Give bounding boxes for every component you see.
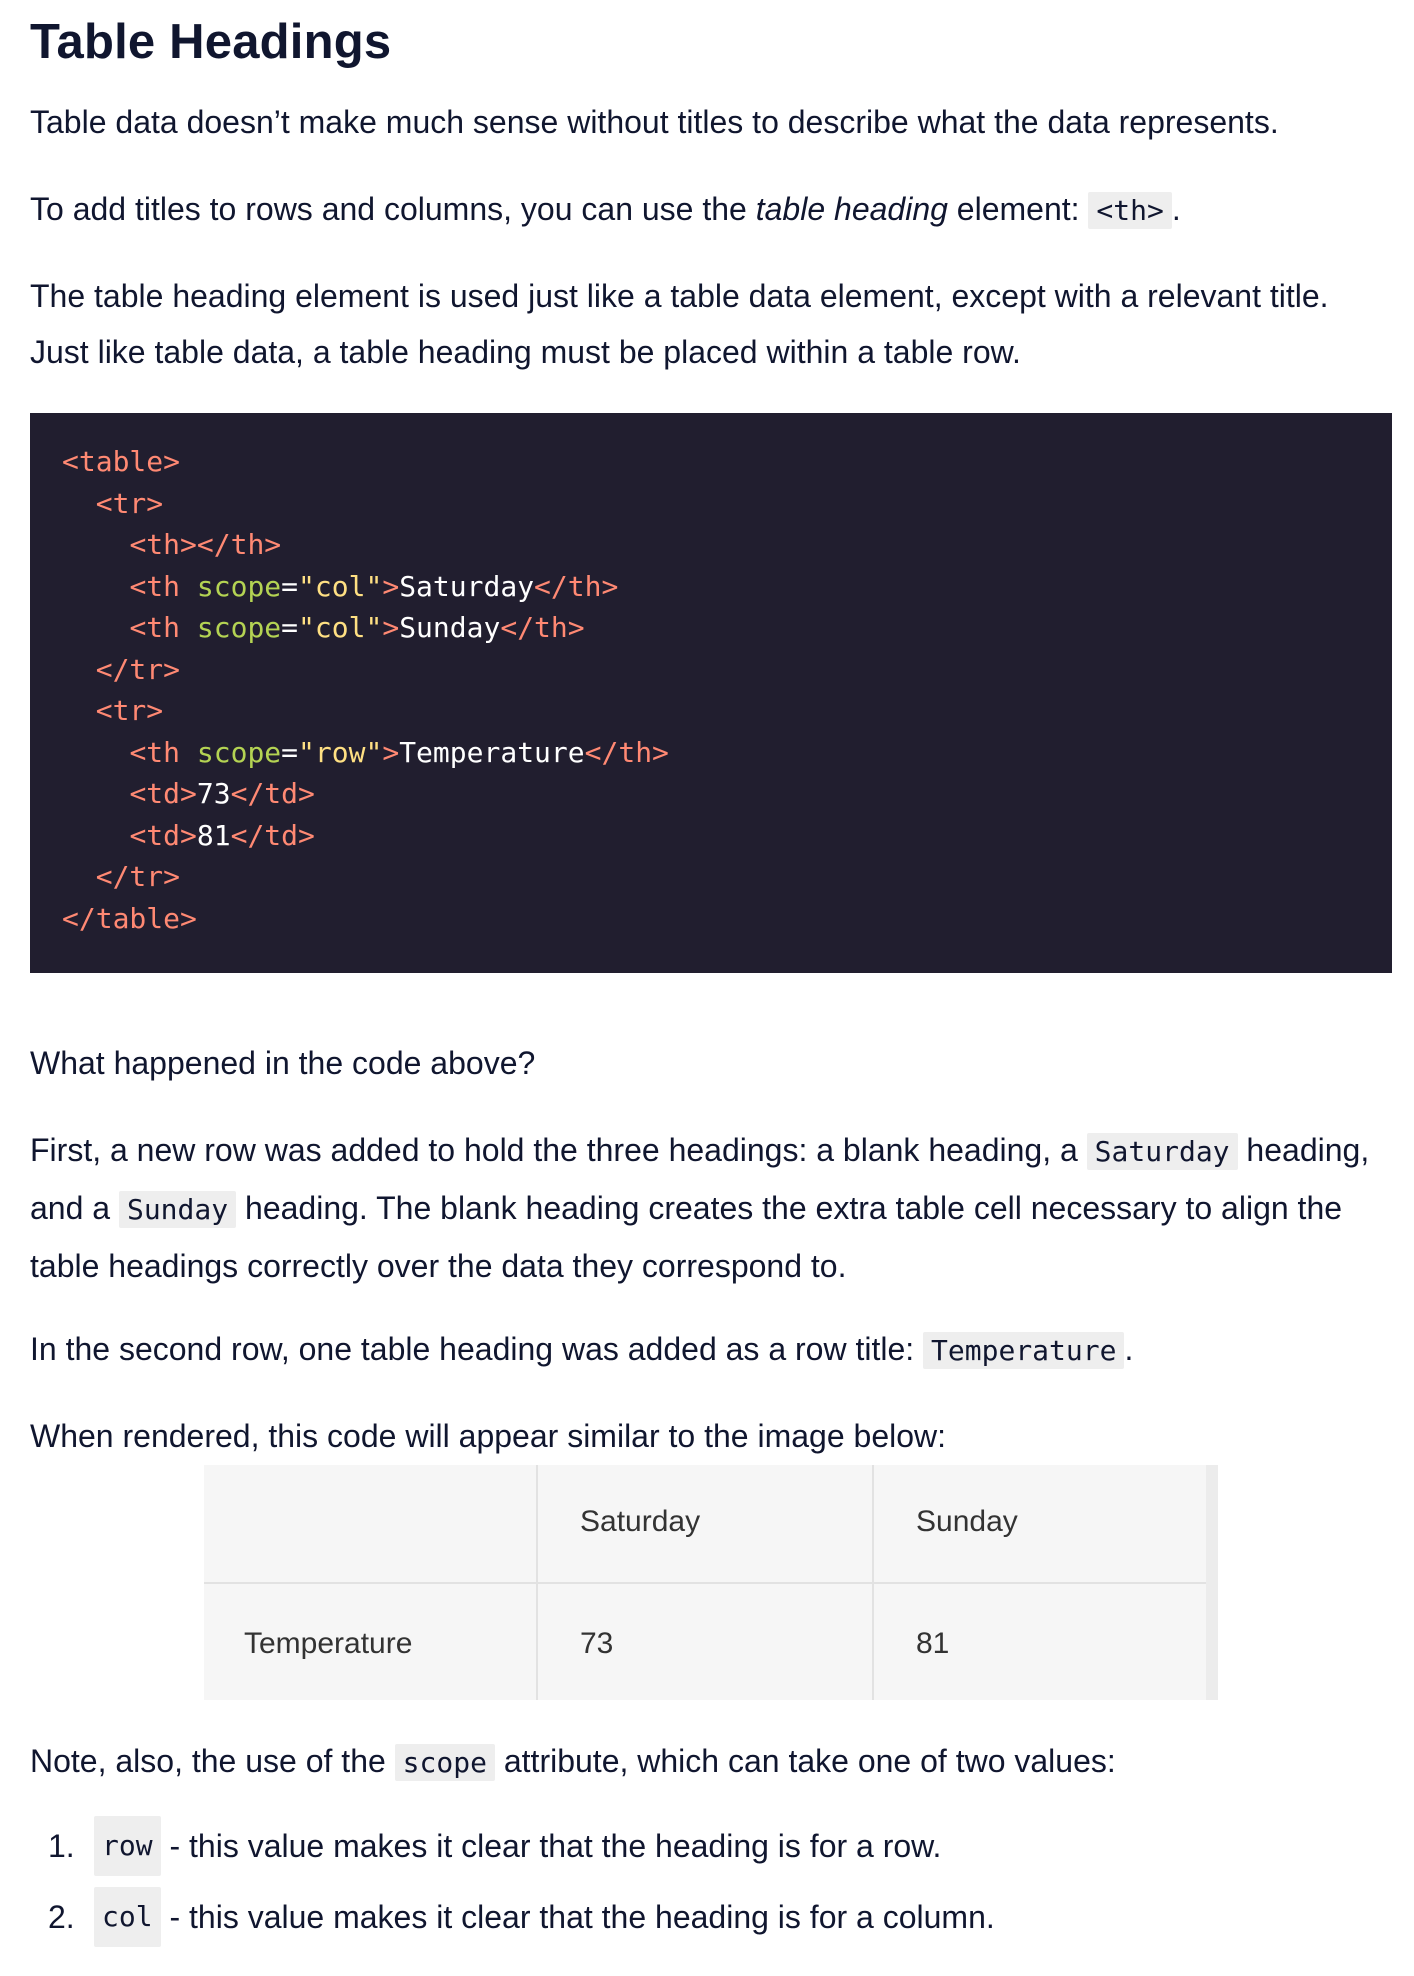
table-cell-81: 81	[916, 1627, 950, 1660]
code-line	[62, 441, 669, 483]
list-item-number: 2.	[48, 1898, 75, 1935]
table-edge	[1206, 1465, 1218, 1700]
code-token-txt: Sunday	[399, 611, 501, 644]
code-token-str: "col"	[298, 569, 383, 603]
code-token-txt: =	[281, 611, 299, 644]
inline-code-row: row	[94, 1816, 161, 1876]
inline-code-sunday: Sunday	[119, 1191, 236, 1228]
explanation-text-b: heading, and a	[30, 1132, 1370, 1226]
code-line	[62, 856, 669, 898]
inline-code-col: col	[94, 1887, 161, 1947]
intro-paragraph: Table data doesn’t make much sense without titles to describe what the data represents.	[30, 104, 1279, 140]
list-item	[30, 1881, 1392, 1952]
table-header-sunday: Sunday	[916, 1505, 1018, 1538]
code-token-str: "row"	[298, 735, 383, 769]
code-token-attr: scope	[196, 735, 282, 769]
second-row-paragraph	[30, 1321, 1392, 1379]
code-line	[62, 483, 669, 525]
th-intro-emphasis: table heading	[755, 191, 948, 227]
explanation-text-c: heading. The blank heading creates the extra table cell necessary to align the table headings correctly over the data they correspond to.	[30, 1190, 1343, 1284]
code-token-tag: <td>	[129, 818, 197, 852]
code-token-txt: Temperature	[399, 735, 585, 769]
code-token-txt: 73	[196, 777, 231, 810]
explanation-text-a: First, a new row was added to hold the three headings: a blank heading, a	[30, 1132, 1087, 1168]
code-token-tag: </tr>	[95, 652, 181, 686]
rendered-intro-paragraph: When rendered, this code will appear similar to the image below:	[30, 1418, 947, 1454]
code-token-tag: >	[382, 569, 400, 603]
table-cell-73: 73	[580, 1627, 614, 1660]
th-intro-paragraph	[30, 181, 1392, 239]
code-token-tag: <th	[129, 569, 197, 603]
th-intro-text-middle: element:	[947, 191, 1089, 227]
second-row-text-before: In the second row, one table heading was added as a row title:	[30, 1331, 924, 1367]
inline-code-th: <th>	[1088, 192, 1171, 229]
code-line	[62, 690, 669, 732]
code-token-tag: <th	[129, 611, 197, 644]
scope-text-before: Note, also, the use of the	[30, 1743, 395, 1779]
inline-code-temperature: Temperature	[923, 1332, 1124, 1369]
code-token-tag: <th></th>	[129, 528, 282, 561]
inline-code-saturday: Saturday	[1087, 1133, 1238, 1170]
code-token-tag: </table>	[62, 901, 197, 935]
code-line	[62, 898, 669, 940]
code-token-txt: Saturday	[399, 569, 535, 603]
code-token-tag: </th>	[500, 611, 585, 644]
scope-paragraph	[30, 1733, 1392, 1791]
list-item	[30, 1810, 1392, 1881]
code-line	[62, 524, 669, 566]
code-line	[62, 815, 669, 857]
code-line	[62, 566, 669, 608]
table-divider	[204, 1582, 1206, 1584]
list-item-number: 1.	[48, 1827, 75, 1864]
explanation-paragraph	[30, 1122, 1392, 1294]
code-line	[62, 649, 669, 691]
code-content	[62, 441, 669, 939]
scope-text-after: attribute, which can take one of two values:	[494, 1743, 1116, 1779]
code-token-tag: >	[382, 611, 400, 644]
list-item-text: - this value makes it clear that the heading is for a row.	[160, 1827, 942, 1864]
th-intro-text-after: .	[1171, 191, 1181, 227]
code-line	[62, 773, 669, 815]
code-token-tag: <td>	[129, 777, 197, 810]
list-item-text: - this value makes it clear that the heading is for a column.	[160, 1898, 995, 1935]
code-token-tag: </td>	[230, 777, 315, 810]
code-token-tag: </th>	[584, 735, 669, 769]
code-token-txt: 81	[196, 818, 231, 852]
code-token-tag: <table>	[62, 445, 181, 478]
th-usage-paragraph: The table heading element is used just like a table data element, except with a relevant title. Just like table data, a table heading must be placed within a table row.	[30, 278, 1329, 370]
code-token-attr: scope	[196, 611, 282, 644]
code-token-tag: >	[382, 735, 400, 769]
page-title: Table Headings	[30, 15, 392, 69]
table-row-heading-temperature: Temperature	[244, 1627, 413, 1660]
code-token-tag: </td>	[230, 818, 315, 852]
table-header-saturday: Saturday	[580, 1505, 701, 1538]
code-token-tag: </th>	[534, 569, 619, 603]
second-row-text-after: .	[1124, 1331, 1134, 1367]
th-intro-text-before: To add titles to rows and columns, you can use the	[30, 191, 756, 227]
code-token-txt: =	[281, 569, 299, 603]
code-token-txt: =	[281, 735, 299, 769]
code-token-tag: <tr>	[95, 694, 164, 727]
question-paragraph: What happened in the code above?	[30, 1045, 536, 1081]
code-line	[62, 732, 669, 774]
scope-values-list	[30, 1810, 1392, 1952]
code-token-str: "col"	[298, 611, 383, 644]
code-block	[30, 413, 1392, 973]
code-token-tag: <tr>	[95, 486, 164, 520]
code-line	[62, 607, 669, 649]
code-token-tag: </tr>	[95, 860, 181, 893]
code-token-tag: <th	[129, 735, 197, 769]
rendered-table-image	[204, 1465, 1218, 1700]
inline-code-scope: scope	[395, 1744, 495, 1781]
code-token-attr: scope	[196, 569, 282, 603]
